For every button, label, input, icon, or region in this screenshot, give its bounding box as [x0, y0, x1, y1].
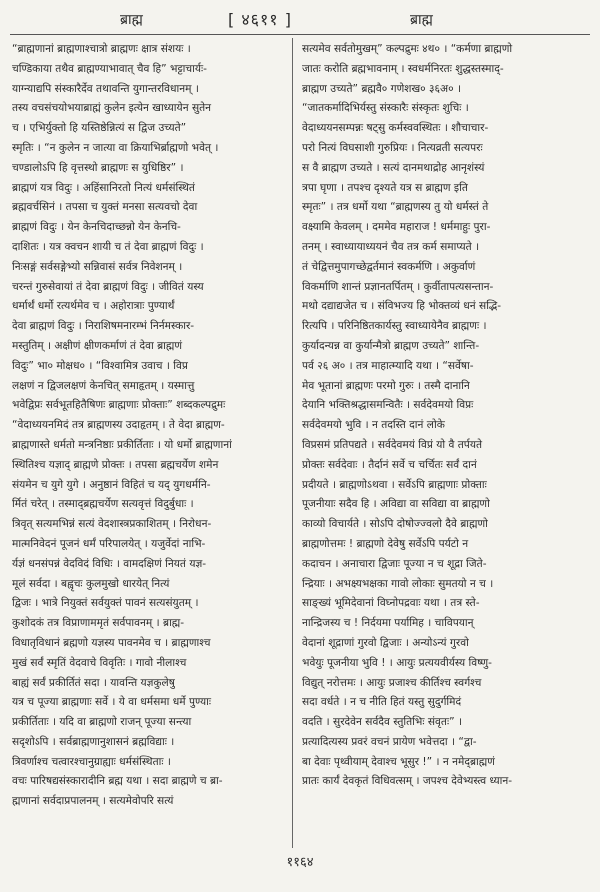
text-line: पर्व २६ अ० । तत्र माहात्म्यादि यथा । “सर्वेषा- — [302, 359, 474, 372]
text-line: परो नित्यं विघसाशी गुरुप्रियः । नित्यव्रती सत्यपरः — [302, 141, 483, 154]
text-line: त्रिवर्णाश्च चत्वारश्चानुग्राह्याः धर्मसंस्थिताः । — [12, 755, 171, 768]
text-line: वेदाध्ययनसम्पन्नः षट्सु कर्मस्ववस्थितः । शौचाचार- — [302, 122, 489, 135]
text-line: तस्य वचसंचयोभयाब्राह्मं कुलेन इत्येन खाध्यायेन सुतेन — [12, 102, 212, 115]
text-line: स्मृतिः । “न कुलेन न जात्या वा क्रियाभिर्ब्राह्मणो भवेत् । — [12, 141, 219, 154]
text-line: स्थितिश्च यज्ञाद् ब्राह्मणे प्रोक्तः । तपसा ब्रह्मचर्येण शमेन — [12, 458, 219, 471]
text-line: प्रत्यादित्यस्य प्रवरं वचनं प्रायेण भवेत्तदा । “द्वा- — [302, 735, 477, 748]
text-line: सर्वदेवमयो भुवि । न तदस्ति दानं लोके — [302, 419, 445, 432]
text-line: “ब्राह्मणानां ब्राह्मणाश्चात्रो ब्राह्मणः क्षात्र संशयः । — [12, 43, 191, 55]
text-line: ब्राह्मणास्ते धर्मतो मन्त्रनिष्ठाः प्रकीर्तिताः । यो धर्मो ब्राह्मणानां — [12, 438, 232, 451]
text-line: बा देवाः पृथ्वीयाम् देवाश्च भूसुर !” । न नमेद्ब्राह्मणं — [302, 755, 495, 768]
text-line: पूजनीयाः सदैव हि । अविद्या वा सविद्या वा ब्राह्मणो — [302, 498, 490, 511]
text-line: ब्राह्मणं यत्र विदुः । अहिंसानिरतो नित्यं धर्मसंस्थितं — [12, 181, 195, 194]
text-line: धर्मार्थं धर्मो रत्यर्थमेव च । अहोरात्राः पुण्यार्थं — [12, 300, 175, 313]
text-line: च । एभिर्युक्तो हि यस्तिष्ठेन्नित्यं स द्विज उच्यते” — [12, 122, 187, 135]
text-line: न्द्रियाः । अभक्ष्यभक्षका गावो लोकाः सुमतयो न च । — [302, 577, 494, 590]
column-divider — [292, 38, 293, 848]
text-line: विद्युत् नरोत्तमः । आयुः प्रजाश्च कीर्तिश्च स्वर्गश्च — [302, 676, 482, 689]
text-line: विधातृविधानं ब्रह्मणो यज्ञस्य पावनमेव च । ब्राह्मणाश्च — [12, 636, 211, 649]
text-line: लक्षणं न द्विजलक्षणं केनचित् समाहृतम् । यस्मात्तु — [12, 379, 195, 392]
text-line: कुर्यादन्यन्न वा कुर्यान्मैत्रो ब्राह्मण उच्यते” शान्ति- — [302, 339, 480, 352]
text-line: संयमेन च युगे युगे । अनुष्ठानं विहितं च यद् युगधर्मनि- — [12, 478, 211, 491]
text-line: तनम् । स्वाध्यायाध्ययनं चैव तत्र कर्म समाप्यते । — [302, 240, 480, 253]
text-line: प्रकीर्तिताः । यदि वा ब्राह्मणो राजन् पूज्या सन्त्या — [12, 716, 192, 729]
text-line: वचः पारिषद्यसंस्कारादीनि ब्रह्म यथा । सदा ब्राह्मणे च ब्रा- — [12, 775, 223, 788]
text-line: द्विजः । भात्रे नियुक्तं सर्वयुक्तं पावनं सत्यसंयुतम् । — [12, 597, 199, 610]
text-line: सदा वर्धते । न च नीति हितं यस्तु सुदुर्गमिदं — [302, 696, 462, 709]
text-line: मात्मनिवेदनं पूजनं धर्मं परिपालयेत् । यजुर्वेदां नाभि- — [12, 537, 206, 550]
text-line: ब्राह्मणोत्तमः ! ब्राह्मणो देवेषु सर्वेऽपि पर्यटो न — [302, 537, 469, 550]
text-line: प्रदीयते । ब्राह्मणोऽथवा । सर्वेऽपि ब्राह्मणाः प्रोक्ताः — [302, 478, 487, 491]
text-line: प्रातः कार्यं देवकृतं विधिवत्सम् । जपश्च देवेभ्यस्त्व ध्यान- — [302, 775, 513, 788]
header-left-title: ब्राह्म — [120, 12, 143, 28]
text-line: त्रपा घृणा । तपश्च दृश्यते यत्र स ब्राह्मण इति — [302, 181, 468, 194]
text-line: सदृशोऽपि । सर्वब्राह्मणानुशासनं ब्रह्मविद्याः । — [12, 735, 175, 748]
text-line: “जातकर्मादिभिर्यस्तु संस्कारैः संस्कृतः शुचिः । — [302, 102, 469, 115]
text-line: भवेयुः पूजनीया भुवि ! । आयुः प्रत्ययवीर्यस्य विष्णु- — [302, 656, 492, 669]
text-line: प्रोक्तः सर्वदेवाः । तैर्दानं सर्वे च चर्चितः सर्वं दानं — [302, 458, 477, 471]
text-line: बाह्यं सर्वं प्रकीर्तितं सदा । यावन्ति यज्ञकुलेषु — [12, 676, 175, 689]
text-line: नान्द्रिजस्य च ! निर्दयमा पर्यामिह । चाविपयान् — [302, 617, 474, 630]
text-line: ब्राह्मणं विदुः । येन केनचिदाच्छन्नो येन केनचि- — [12, 221, 181, 234]
text-line: मुखं सर्वं स्मृतिं वेदवाचे विवृतिः । गावो नीलाश्च — [12, 656, 187, 669]
text-line: मस्तुतिम् । अक्षीणं क्षीणकर्माणं तं देवा ब्राह्मणं — [12, 339, 183, 352]
text-line: विप्रसमं प्रतिपद्यते । सर्वदेवमयं विप्रं यो वै तर्पयते — [302, 438, 483, 451]
text-line: देयानि भक्तिश्रद्धासमन्वितैः । सर्वदेवमयो विप्रः — [302, 399, 474, 412]
text-line: चरन्तं गुरुसेवायां तं देवा ब्राह्मणं विदुः । जीवितं यस्य — [12, 280, 204, 293]
text-line: विकर्माणि शान्तं प्रज्ञानतर्पितम् । कुर्वीतापत्यसन्तान- — [302, 280, 494, 293]
text-line: कुशोदकं तत्र विप्राणाममृतं सर्वपावनम् । ब्राह्म- — [12, 617, 185, 630]
left-column — [12, 40, 282, 812]
text-line: ब्राह्मण उच्यते” ब्रह्मवै० गणेशख० ३६अ० । — [302, 82, 462, 95]
text-line: निःसङ्गं सर्वसङ्गेभ्यो सन्निवासं सर्वत्र निवेशनम् । — [12, 260, 183, 273]
text-line: त्रिवृत् सत्यमभिन्नं सत्यं वेदशास्त्रप्रकाशितम् । निरोधन- — [12, 518, 212, 531]
text-line: वदति । सुरदेवेन सर्वदैव स्तुतिभिः संवृतः” । — [302, 716, 462, 729]
text-line: देवा ब्राह्मणं विदुः । निराशिषमनारम्भं निर्नमस्कार- — [12, 320, 195, 333]
text-line: कदाचन । अनाचारा द्विजाः पूज्या न च शूद्रा जिते- — [302, 557, 487, 570]
header-page-number: [ ४६११ ] — [228, 10, 292, 29]
header-rule — [10, 34, 590, 35]
text-line: चण्डिकाया तथैव ब्राह्मण्याभावात् चैव हि” भट्टाचार्यः- — [12, 62, 207, 75]
text-line: “वेदाध्ययनमिदं तत्र ब्राह्मणस्य उदाहृतम् । ते वेदा ब्राह्मण- — [12, 419, 225, 432]
text-line: स वै ब्राह्मण उच्यते । सत्यं दानमथाद्रोह आनृशंस्यं — [302, 161, 485, 174]
text-line: ह्मणानां सर्वदाप्रपालनम् । सत्यमेवोपरि सत्यं — [12, 795, 174, 808]
text-line: दाशितः । यत्र क्वचन शायी च तं देवा ब्राह्मणं विदुः । — [12, 240, 204, 253]
text-line: ब्रह्मवर्चसिनं । तपसा च युक्तं मनसा सत्यवचो देवा — [12, 201, 198, 214]
text-line: र्यज्ञं धनसंपन्नं वेदविदं विधिः । वामदक्षिणं नियतं यज्ञ- — [12, 557, 207, 570]
text-line: वेदानां शूद्राणां गुरवो द्विजाः । अन्योऽन्यं गुरवो — [302, 636, 469, 649]
text-line: तं चेद्वित्तमुपागच्छेद्वर्तमानं स्वकर्मणि । अकुर्वाणं — [302, 260, 476, 273]
footer-page-number: ११६४ — [286, 855, 314, 870]
text-line: सत्यमेव सर्वतोमुखम्” कल्पद्रुमः ४थ० । “कर्मणा ब्राह्मणो — [302, 43, 513, 55]
text-line: यत्र च पूज्या ब्राह्मणाः सर्वे । ये वा धर्मसमा धर्मे पुण्याः — [12, 696, 212, 709]
text-line: मूलं सर्वदा । बह्वृचः कुलमुखो धारयेत् नित्यं — [12, 577, 170, 590]
text-line: भवेद्विप्रः सर्वभूतहितैषिणः ब्राह्मणाः प्रोक्ताः” शब्दकल्पद्रुमः — [12, 399, 226, 412]
text-line: याग्न्याद्यपि संस्कारैर्देव तथावन्ति युगान्तरविधानम् । — [12, 82, 199, 95]
text-line: वक्ष्यामि केवलम् । दममेव महाराज ! धर्ममाहुः पुरा- — [302, 221, 491, 234]
text-line: चण्डालोऽपि हि वृत्तस्थो ब्राह्मणः स युधिष्ठिर” । — [12, 161, 184, 174]
text-line: जातः करोति ब्रह्मभावनाम् । स्वधर्मनिरतः शुद्धस्तस्माद्- — [302, 62, 504, 75]
text-line: काव्यो विचार्यते । सोऽपि दोषोज्ज्वलो दैवे ब्राह्मणो — [302, 518, 488, 531]
text-line: विदुः” भा० मोक्षध० । “विश्वामित्र उवाच । विप्र — [12, 359, 188, 372]
right-column — [302, 40, 588, 792]
page-header — [0, 8, 600, 34]
text-line: स्मृतः” । तत्र धर्मो यथा “ब्राह्मणस्य तु यो धर्मस्तं ते — [302, 201, 489, 214]
text-line: र्मितं चरेत् । तस्माद्ब्रह्मचर्येण सत्यवृत्तं विदुर्बुधाः । — [12, 498, 194, 511]
text-line: मथो दद्याद्यजेत च । संविभज्य हि भोक्तव्यं धनं सद्भि- — [302, 300, 502, 313]
text-line: रित्यपि । परिनिष्ठितकार्यस्तु स्वाध्यायेनैव ब्राह्मणः । — [302, 320, 487, 333]
header-right-title: ब्राह्म — [410, 12, 433, 28]
text-line: साङ्ख्यं भूमिदेवानां विघ्नोपद्रवाः यथा । तत्र स्ते- — [302, 597, 480, 610]
text-line: मेव भूतानां ब्राह्मणः परमो गुरुः । तस्मै दानानि — [302, 379, 470, 392]
